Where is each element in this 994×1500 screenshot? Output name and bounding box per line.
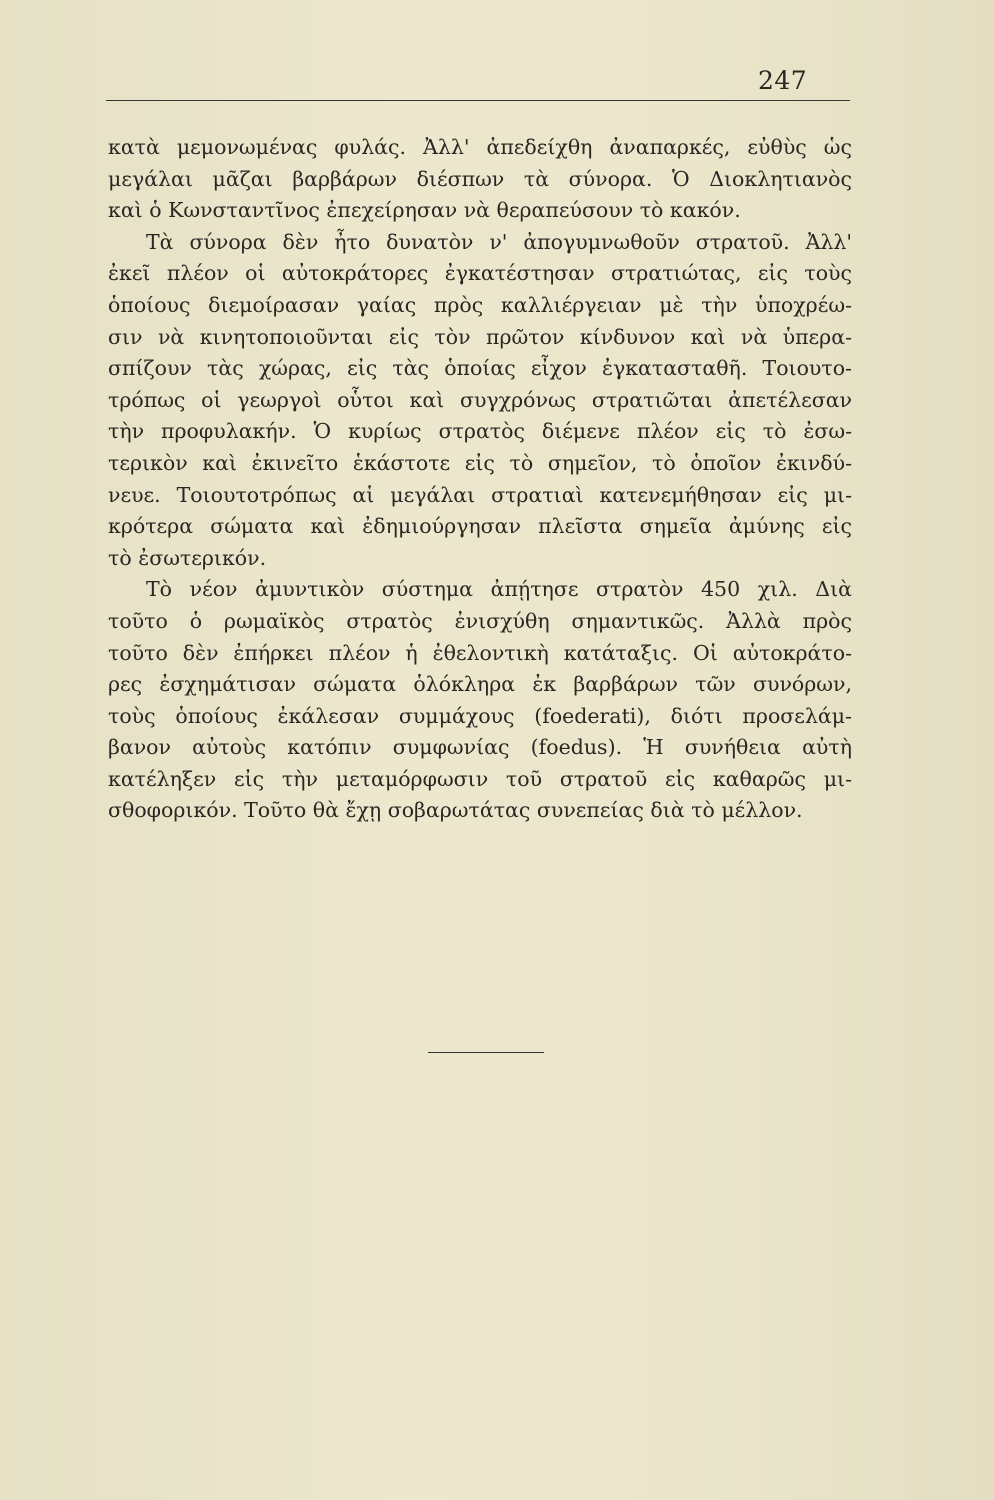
text-line: τοὺς ὁποίους ἐκάλεσαν συμμάχους (foederati), διότι προσελάμ- [108, 703, 852, 728]
text-line: βανον αὐτοὺς κατόπιν συμφωνίας (foedus). Ἡ συνήθεια αὐτὴ [108, 735, 852, 760]
text-line: ὁποίους διεμοίρασαν γαίας πρὸς καλλιέργειαν μὲ τὴν ὑποχρέω- [108, 292, 852, 317]
text-line: Τὸ νέον ἀμυντικὸν σύστημα ἀπῄτησε στρατὸν 450 χιλ. Διὰ [146, 577, 852, 602]
text-line: κατὰ μεμονωμένας φυλάς. Ἀλλ' ἀπεδείχθη ἀναπαρκές, εὐθὺς ὡς [108, 135, 852, 159]
text-line: κατέληξεν εἰς τὴν μεταμόρφωσιν τοῦ στρατοῦ εἰς καθαρῶς μι- [108, 766, 852, 791]
text-line: κρότερα σώματα καὶ ἐδημιούργησαν πλεῖστα σημεῖα ἀμύνης εἰς [108, 514, 852, 539]
text-line: τερικὸν καὶ ἐκινεῖτο ἑκάστοτε εἰς τὸ σημεῖον, τὸ ὁποῖον ἐκινδύ- [108, 450, 852, 475]
text-line: σιν νὰ κινητοποιοῦνται εἰς τὸν πρῶτον κίνδυνον καὶ νὰ ὑπερα- [108, 324, 852, 349]
text-line: ἐκεῖ πλέον οἱ αὐτοκράτορες ἐγκατέστησαν στρατιώτας, εἰς τοὺς [108, 261, 852, 286]
text-line: σθοφορικόν. Τοῦτο θὰ ἔχῃ σοβαρωτάτας συνεπείας διὰ τὸ μέλλον. [108, 798, 803, 823]
text-line: Τὰ σύνορα δὲν ἦτο δυνατὸν ν' ἀπογυμνωθοῦν στρατοῦ. Ἀλλ' [146, 229, 852, 254]
page-number: 247 [758, 66, 808, 95]
text-line: τρόπως οἱ γεωργοὶ οὗτοι καὶ συγχρόνως στρατιῶται ἀπετέλεσαν [108, 387, 852, 412]
text-line: σπίζουν τὰς χώρας, εἰς τὰς ὁποίας εἶχον ἐγκατασταθῆ. Τοιουτο- [108, 356, 852, 381]
text-line: μεγάλαι μᾶζαι βαρβάρων διέσπων τὰ σύνορα. Ὁ Διοκλητιανὸς [108, 166, 852, 191]
text-line: ρες ἐσχημάτισαν σώματα ὁλόκληρα ἐκ βαρβάρων τῶν συνόρων, [108, 672, 852, 697]
text-line: νευε. Τοιουτοτρόπως αἱ μεγάλαι στρατιαὶ κατενεμήθησαν εἰς μι- [108, 482, 852, 507]
header-rule [106, 100, 850, 101]
text-line: τὴν προφυλακήν. Ὁ κυρίως στρατὸς διέμενε πλέον εἰς τὸ ἐσω- [108, 419, 852, 444]
text-line: τοῦτο δὲν ἐπήρκει πλέον ἡ ἐθελοντικὴ κατάταξις. Οἱ αὐτοκράτο- [108, 640, 852, 665]
text-line: καὶ ὁ Κωνσταντῖνος ἐπεχείρησαν νὰ θεραπεύσουν τὸ κακόν. [108, 198, 741, 223]
text-line: τοῦτο ὁ ρωμαϊκὸς στρατὸς ἐνισχύθη σημαντικῶς. Ἀλλὰ πρὸς [108, 608, 852, 633]
body-text [108, 132, 852, 827]
section-end-rule [428, 1052, 544, 1053]
text-line: τὸ ἐσωτερικόν. [108, 545, 267, 570]
